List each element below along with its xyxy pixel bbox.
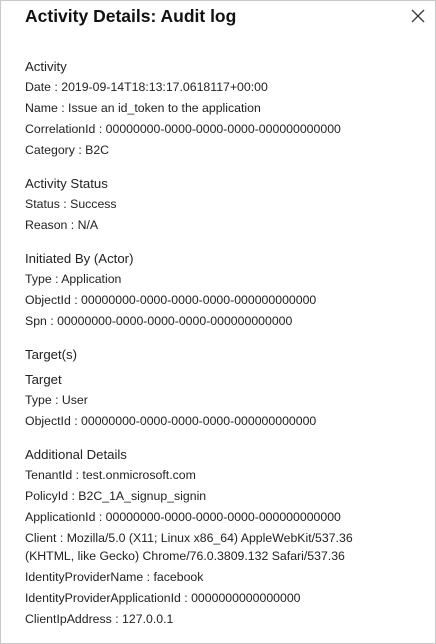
section-heading-activity-status: Activity Status xyxy=(25,176,108,191)
section-targets xyxy=(25,344,427,432)
activity-category: Category : B2C xyxy=(25,143,110,157)
actor-type: Type : Application xyxy=(25,272,122,286)
section-heading-activity: Activity xyxy=(25,59,67,74)
activity-date: Date : 2019-09-14T18:13:17.0618117+00:00 xyxy=(25,80,268,94)
panel-body xyxy=(25,56,427,630)
application-id: ApplicationId : 00000000-0000-0000-0000-000000000000 xyxy=(25,510,341,524)
section-activity xyxy=(25,56,427,161)
activity-correlation-id: CorrelationId : 00000000-0000-0000-0000-000000000000 xyxy=(25,122,341,136)
target-subheading: Target xyxy=(25,372,62,387)
actor-spn: Spn : 00000000-0000-0000-0000-000000000000 xyxy=(25,314,293,328)
policy-id: PolicyId : B2C_1A_signup_signin xyxy=(25,489,207,503)
section-additional-details xyxy=(25,444,427,630)
tenant-id: TenantId : test.onmicrosoft.com xyxy=(25,468,196,482)
section-activity-status xyxy=(25,173,427,236)
close-icon xyxy=(411,9,425,23)
identity-provider-name: IdentityProviderName : facebook xyxy=(25,570,204,584)
activity-name: Name : Issue an id_token to the application xyxy=(25,101,261,115)
panel-header xyxy=(1,1,435,35)
reason-value: Reason : N/A xyxy=(25,218,99,232)
identity-provider-application-id: IdentityProviderApplicationId : 0000000000000000 xyxy=(25,591,301,605)
section-heading-targets: Target(s) xyxy=(25,347,78,362)
client-user-agent xyxy=(25,529,427,565)
section-initiated-by xyxy=(25,248,427,332)
section-heading-initiated-by: Initiated By (Actor) xyxy=(25,251,134,266)
client-user-agent-line1: Client : Mozilla/5.0 (X11; Linux x86_64) AppleWebKit/537.36 xyxy=(25,531,353,545)
target-object-id: ObjectId : 00000000-0000-0000-0000-000000000000 xyxy=(25,414,317,428)
actor-object-id: ObjectId : 00000000-0000-0000-0000-000000000000 xyxy=(25,293,317,307)
target-type: Type : User xyxy=(25,393,88,407)
close-button[interactable] xyxy=(407,5,429,27)
status-value: Status : Success xyxy=(25,197,117,211)
panel-title: Activity Details: Audit log xyxy=(25,6,237,26)
section-heading-additional-details: Additional Details xyxy=(25,447,127,462)
client-ip-address: ClientIpAddress : 127.0.0.1 xyxy=(25,612,174,626)
client-user-agent-line2: (KHTML, like Gecko) Chrome/76.0.3809.132 Safari/537.36 xyxy=(25,549,345,563)
